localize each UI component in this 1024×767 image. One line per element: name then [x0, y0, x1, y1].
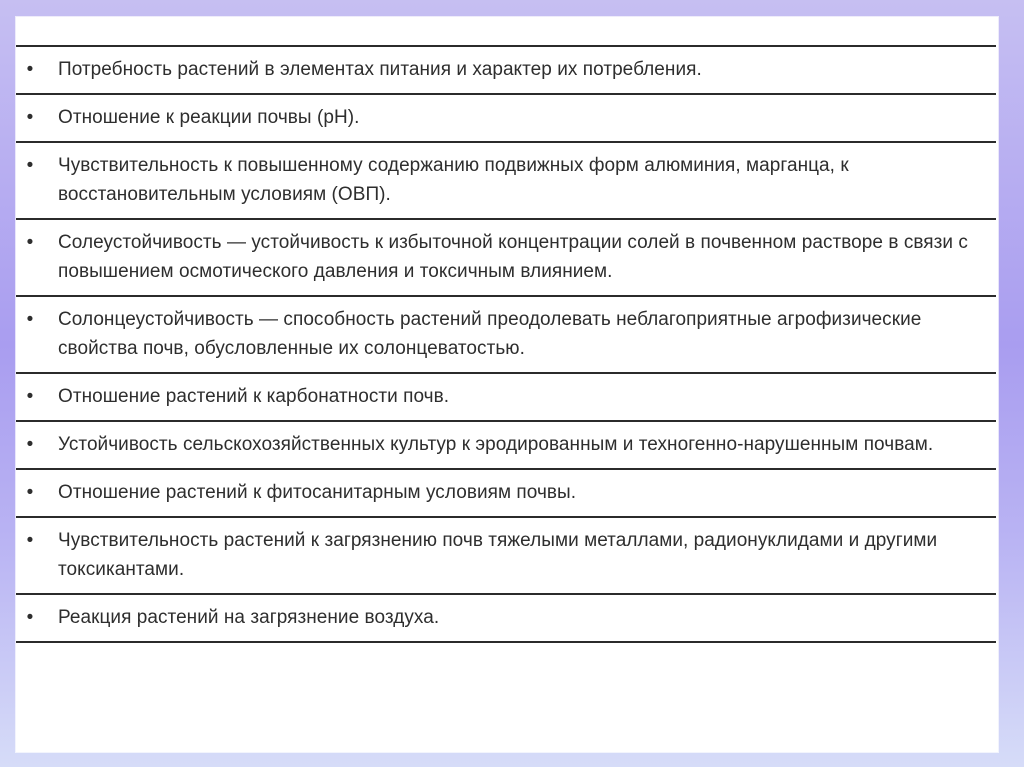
bullet-icon: •	[26, 386, 34, 407]
list-item	[16, 220, 996, 297]
list-item-text: Солонцеустойчивость — способность растений преодолевать неблагоприятные агрофизические свойства почв, обусловленные их солонцеватостью.	[58, 309, 922, 359]
list-item	[16, 95, 996, 143]
list-item	[16, 470, 996, 518]
bullet-icon: •	[26, 607, 34, 628]
list-item-text: Чувствительность растений к загрязнению почв тяжелыми металлами, радионуклидами и другими токсикантами.	[58, 530, 938, 580]
bullet-icon: •	[26, 107, 34, 128]
bullet-icon: •	[26, 155, 34, 176]
list-item	[16, 297, 996, 374]
list-item	[16, 374, 996, 422]
list-item-text: Солеустойчивость — устойчивость к избыточной концентрации солей в почвенном растворе в связи с повышением осмотического давления и токсичным влиянием.	[58, 232, 968, 282]
bullet-icon: •	[26, 309, 34, 330]
bullet-icon: •	[26, 530, 34, 551]
list-item	[16, 518, 996, 595]
bullet-icon: •	[26, 232, 34, 253]
list-item-text: Отношение растений к карбонатности почв.	[58, 386, 450, 407]
list-item	[16, 595, 996, 643]
criteria-list	[16, 45, 996, 643]
slide	[16, 17, 998, 752]
bullet-icon: •	[26, 59, 34, 80]
list-item	[16, 47, 996, 95]
bullet-icon: •	[26, 434, 34, 455]
bullet-icon: •	[26, 482, 34, 503]
list-item	[16, 143, 996, 220]
list-item-text: Отношение к реакции почвы (pH).	[58, 107, 360, 128]
list-item-text: Устойчивость сельскохозяйственных культур к эродированным и техногенно-нарушенным почвам.	[58, 434, 934, 455]
list-item-text: Чувствительность к повышенному содержанию подвижных форм алюминия, марганца, к восстановительным условиям (ОВП).	[58, 155, 849, 205]
list-item-text: Отношение растений к фитосанитарным условиям почвы.	[58, 482, 577, 503]
list-item	[16, 422, 996, 470]
list-item-text: Реакция растений на загрязнение воздуха.	[58, 607, 440, 628]
list-item-text: Потребность растений в элементах питания и характер их потребления.	[58, 59, 702, 80]
